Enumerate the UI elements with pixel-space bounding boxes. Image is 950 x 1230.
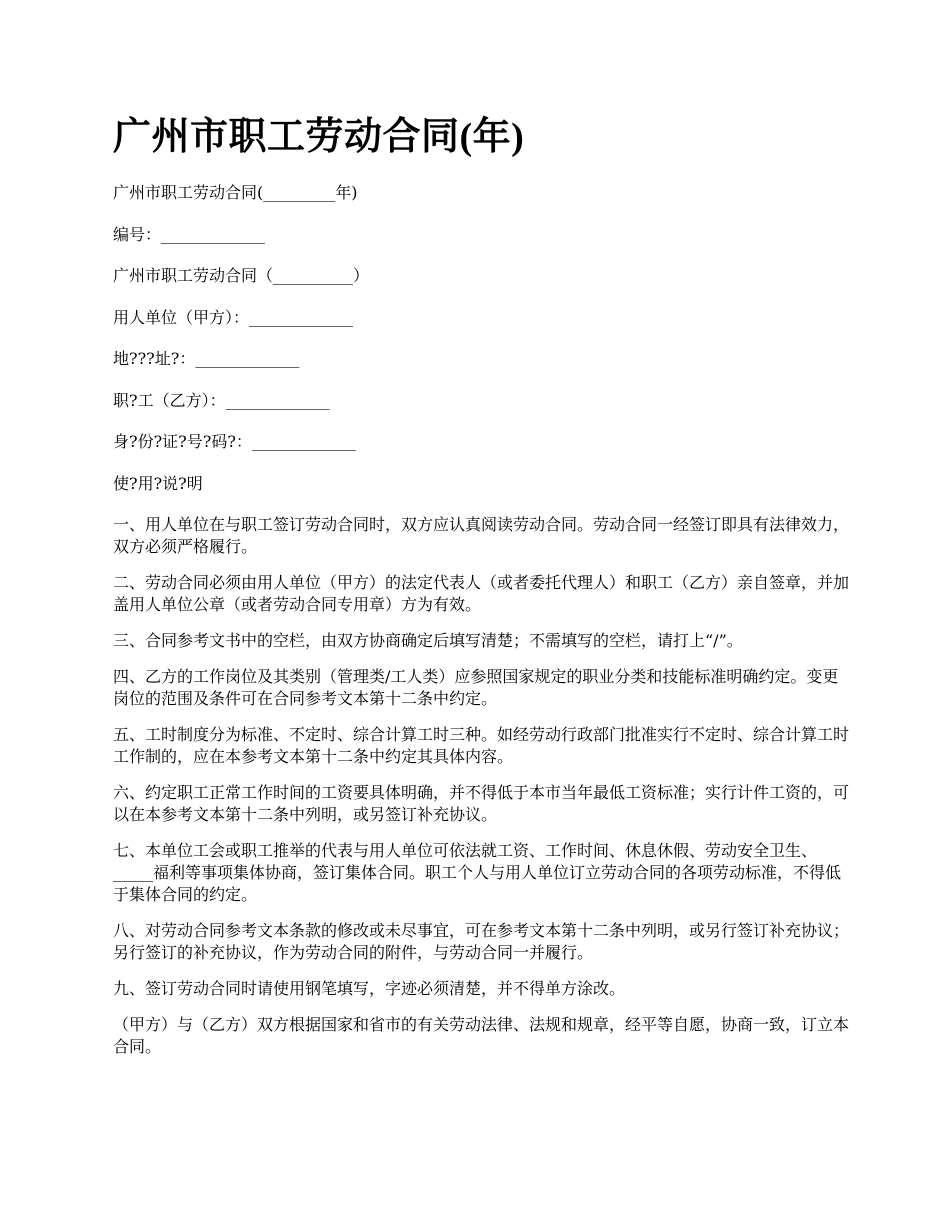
- document-title: 广州市职工劳动合同(年): [113, 116, 525, 158]
- instruction-paragraph: 一、用人单位在与职工签订劳动合同时，双方应认真阅读劳动合同。劳动合同一经签订即具有法律效力，双方必须严格履行。: [113, 515, 850, 556]
- contract-number-line: 编号：_____________: [113, 224, 266, 244]
- usage-instructions-heading: 使?用?说?明: [113, 473, 203, 493]
- address-line: 地???址?：_____________: [113, 349, 300, 368]
- instruction-paragraph: 六、约定职工正常工作时间的工资要具体明确，并不得低于本市当年最低工资标准；实行计件工资的，可以在本参考文本第十二条中列明，或另签订补充协议。: [113, 783, 850, 824]
- id-number-line: 身?份?证?号?码?：_____________: [113, 432, 356, 451]
- instruction-paragraph: 八、对劳动合同参考文本条款的修改或未尽事宜，可在参考文本第十二条中列明，或另行签订补充协议；另行签订的补充协议，作为劳动合同的附件，与劳动合同一并履行。: [113, 921, 850, 962]
- instruction-paragraph: 四、乙方的工作岗位及其类别（管理类/工人类）应参照国家规定的职业分类和技能标准明确约定。变更岗位的范围及条件可在合同参考文本第十二条中约定。: [113, 667, 839, 708]
- instruction-paragraph: 三、合同参考文书中的空栏，由双方协商确定后填写清楚；不需填写的空栏，请打上“/”。: [113, 631, 743, 650]
- employer-line: 用人单位（甲方）：_____________: [113, 307, 354, 327]
- instruction-paragraph: 二、劳动合同必须由用人单位（甲方）的法定代表人（或者委托代理人）和职工（乙方）亲自签章，并加盖用人单位公章（或者劳动合同专用章）方为有效。: [113, 573, 850, 614]
- instruction-paragraph: 九、签订劳动合同时请使用钢笔填写，字迹必须清楚，并不得单方涂改。: [113, 979, 626, 998]
- document-page: [113, 112, 853, 1072]
- closing-paragraph: （甲方）与（乙方）双方根据国家和省市的有关劳动法律、法规和规章，经平等自愿，协商一致，订立本合同。: [113, 1015, 850, 1056]
- instruction-paragraph: 七、本单位工会或职工推举的代表与用人单位可依法就工资、工作时间、休息休假、劳动安全卫生、_____福利等事项集体协商，签订集体合同。职工个人与用人单位订立劳动合同的各项劳动标准，不得低于集体合同的约定。: [113, 841, 842, 904]
- contract-year-line: 广州市职工劳动合同(_________年): [113, 183, 358, 202]
- contract-name-line: 广州市职工劳动合同（__________）: [113, 266, 370, 285]
- employee-line: 职?工（乙方）：_____________: [113, 390, 330, 410]
- instruction-paragraph: 五、工时制度分为标准、不定时、综合计算工时三种。如经劳动行政部门批准实行不定时、综合计算工时工作制的，应在本参考文本第十二条中约定其具体内容。: [113, 725, 850, 766]
